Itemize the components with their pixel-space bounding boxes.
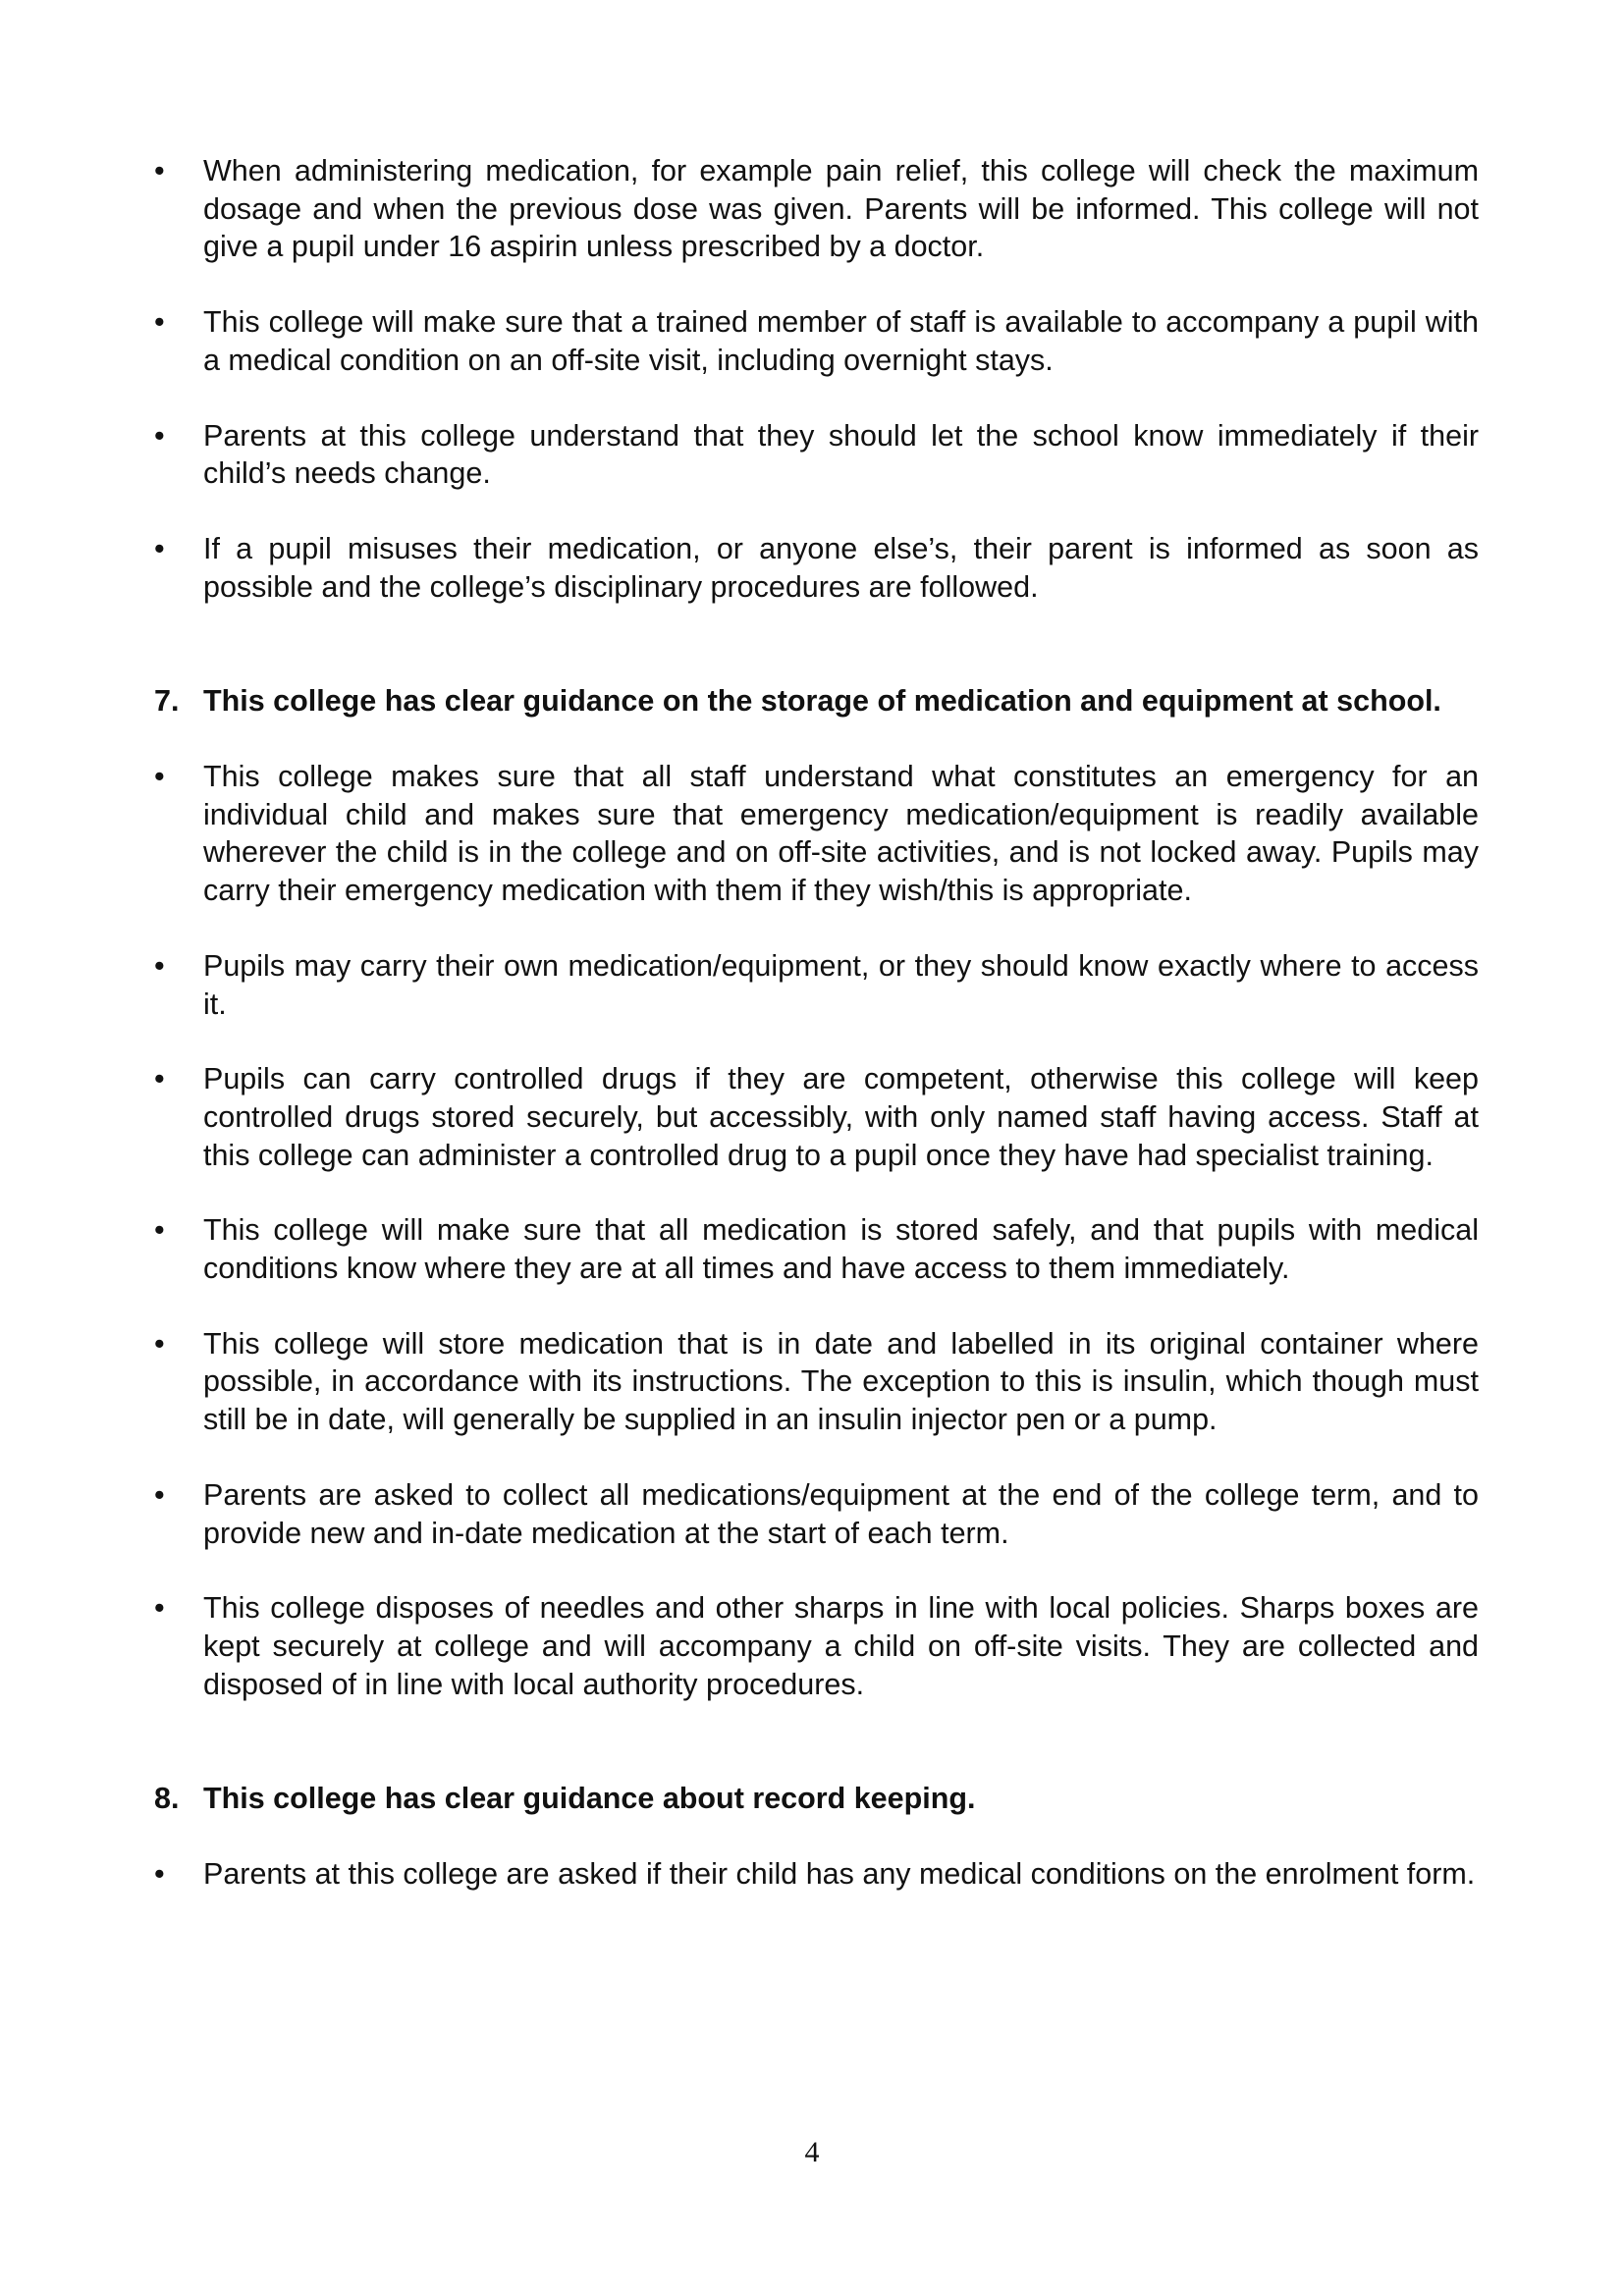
bullet-marker: • xyxy=(154,1213,165,1248)
bullet-marker: • xyxy=(154,948,165,983)
section-number: 7. xyxy=(154,684,180,719)
list-item-text: Parents at this college understand that they should let the school know immediately if their child’s needs change. xyxy=(203,418,1479,491)
list-item-text: This college makes sure that all staff understand what constitutes an emergency for an individual child and makes sure that emergency medication/equipment is readily available wherever the child is in the college and on off-site activities, and is not locked away. Pupils may carry their emergency medication with them if they wish/this is appropriate. xyxy=(203,760,1479,908)
list-item xyxy=(154,758,1479,910)
list-item-text: This college disposes of needles and other sharps in line with local policies. Sharps boxes are kept securely at college and will accompany a child on off-site visits. They are collected and disposed of in line with local authority procedures. xyxy=(203,1591,1479,1701)
list-item xyxy=(154,1325,1479,1439)
list-item-text: This college will make sure that all medication is stored safely, and that pupils with medical conditions know where they are at all times and have access to them immediately. xyxy=(203,1213,1479,1286)
bullet-marker: • xyxy=(154,1857,165,1892)
list-item-text: When administering medication, for example pain relief, this college will check the maximum dosage and when the previous dose was given. Parents will be informed. This college will not give a pupil under 16 aspirin unless prescribed by a doctor. xyxy=(203,154,1479,264)
bullet-marker: • xyxy=(154,305,165,340)
list-item-text: Parents at this college are asked if their child has any medical conditions on the enrolment form. xyxy=(203,1857,1476,1892)
list-item xyxy=(154,1211,1479,1287)
bullet-marker: • xyxy=(154,1326,165,1361)
bullet-marker: • xyxy=(154,1591,165,1626)
list-item xyxy=(154,1589,1479,1703)
bullet-marker: • xyxy=(154,1477,165,1512)
page-content xyxy=(154,152,1479,1931)
list-item xyxy=(154,947,1479,1023)
list-item xyxy=(154,1060,1479,1174)
bullet-marker: • xyxy=(154,531,165,565)
page-number: 4 xyxy=(804,2136,820,2168)
bullet-marker: • xyxy=(154,1062,165,1096)
bullet-marker: • xyxy=(154,760,165,794)
list-item xyxy=(154,1476,1479,1552)
list-item xyxy=(154,152,1479,266)
list-item-text: This college will store medication that is in date and labelled in its original container where possible, in accordance with its instructions. The exception to this is insulin, which though must still be in date, will generally be supplied in an insulin injector pen or a pump. xyxy=(203,1326,1479,1437)
list-item xyxy=(154,303,1479,379)
list-item-text: This college will make sure that a trained member of staff is available to accompany a pupil with a medical condition on an off-site visit, including overnight stays. xyxy=(203,305,1479,377)
list-item xyxy=(154,417,1479,493)
bullet-marker: • xyxy=(154,154,165,187)
section-number: 8. xyxy=(154,1782,180,1816)
section-heading-7 xyxy=(154,682,1479,721)
section-heading-text: This college has clear guidance on the storage of medication and equipment at school. xyxy=(203,684,1441,719)
list-item xyxy=(154,530,1479,606)
section-heading-8 xyxy=(154,1780,1479,1818)
list-item-text: Pupils may carry their own medication/equipment, or they should know exactly where to access it. xyxy=(203,948,1479,1021)
section-heading-text: This college has clear guidance about record keeping. xyxy=(203,1782,976,1816)
list-item xyxy=(154,1855,1479,1894)
list-item-text: Pupils can carry controlled drugs if they are competent, otherwise this college will keep controlled drugs stored securely, but accessibly, with only named staff having access. Staff at this college can administer a controlled drug to a pupil once they have had specialist training. xyxy=(203,1062,1479,1172)
list-item-text: Parents are asked to collect all medications/equipment at the end of the college term, and to provide new and in-date medication at the start of each term. xyxy=(203,1477,1479,1550)
bullet-marker: • xyxy=(154,418,165,453)
list-item-text: If a pupil misuses their medication, or anyone else’s, their parent is informed as soon as possible and the college’s disciplinary procedures are followed. xyxy=(203,531,1479,604)
